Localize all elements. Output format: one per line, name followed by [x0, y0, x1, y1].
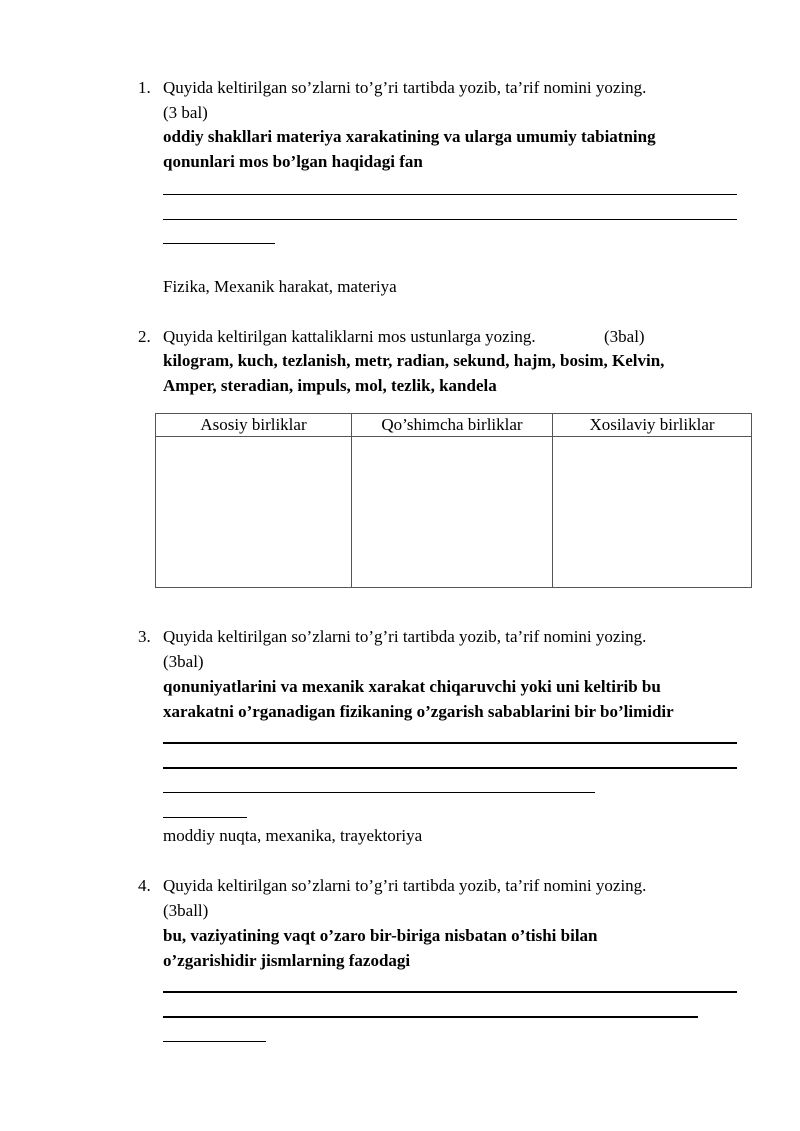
answer-line[interactable]: [163, 243, 275, 244]
question-number: 4.: [138, 876, 151, 895]
answer-line[interactable]: [163, 219, 737, 220]
answer-line[interactable]: [163, 1041, 266, 1042]
quantities-line-2: Amper, steradian, impuls, mol, tezlik, kandela: [163, 376, 497, 395]
question-number: 2.: [138, 327, 151, 346]
base-units-cell[interactable]: [156, 437, 352, 588]
answer-options: moddiy nuqta, mexanika, trayektoriya: [163, 826, 423, 845]
question-instruction: Quyida keltirilgan kattaliklarni mos ustunlarga yozing.: [163, 327, 536, 346]
answer-line[interactable]: [163, 1016, 698, 1018]
answer-line[interactable]: [163, 792, 595, 793]
answer-line[interactable]: [163, 991, 737, 993]
scrambled-words-line-2: qonunlari mos bo’lgan haqidagi fan: [163, 152, 423, 171]
question-points: (3bal): [163, 652, 204, 671]
answer-line[interactable]: [163, 194, 737, 195]
derived-units-cell[interactable]: [553, 437, 752, 588]
supplementary-units-cell[interactable]: [352, 437, 553, 588]
question-instruction: Quyida keltirilgan so’zlarni to’g’ri tartibda yozib, ta’rif nomini yozing.: [163, 78, 647, 97]
question-points: (3ball): [163, 901, 209, 920]
question-points: (3 bal): [163, 103, 208, 122]
question-instruction: Quyida keltirilgan so’zlarni to’g’ri tartibda yozib, ta’rif nomini yozing.: [163, 627, 647, 646]
answer-options: Fizika, Mexanik harakat, materiya: [163, 277, 397, 296]
scrambled-words-line-1: qonuniyatlarini va mexanik xarakat chiqaruvchi yoki uni keltirib bu: [163, 677, 661, 696]
answer-line[interactable]: [163, 742, 737, 744]
question-points: (3bal): [604, 327, 645, 346]
question-number: 3.: [138, 627, 151, 646]
column-header-base-units: Asosiy birliklar: [156, 414, 352, 437]
question-instruction: Quyida keltirilgan so’zlarni to’g’ri tartibda yozib, ta’rif nomini yozing.: [163, 876, 647, 895]
question-number: 1.: [138, 78, 151, 97]
answer-line[interactable]: [163, 817, 247, 818]
scrambled-words-line-1: oddiy shakllari materiya xarakatining va ularga umumiy tabiatning: [163, 127, 656, 146]
units-table: [155, 413, 752, 588]
scrambled-words-line-2: o’zgarishidir jismlarning fazodagi: [163, 951, 411, 970]
scrambled-words-line-1: bu, vaziyatining vaqt o’zaro bir-biriga nisbatan o’tishi bilan: [163, 926, 598, 945]
quantities-line-1: kilogram, kuch, tezlanish, metr, radian, sekund, hajm, bosim, Kelvin,: [163, 351, 665, 370]
column-header-derived-units: Xosilaviy birliklar: [553, 414, 752, 437]
answer-line[interactable]: [163, 767, 737, 769]
scrambled-words-line-2: xarakatni o’rganadigan fizikaning o’zgarish sabablarini bir bo’limidir: [163, 702, 674, 721]
column-header-supplementary-units: Qo’shimcha birliklar: [352, 414, 553, 437]
